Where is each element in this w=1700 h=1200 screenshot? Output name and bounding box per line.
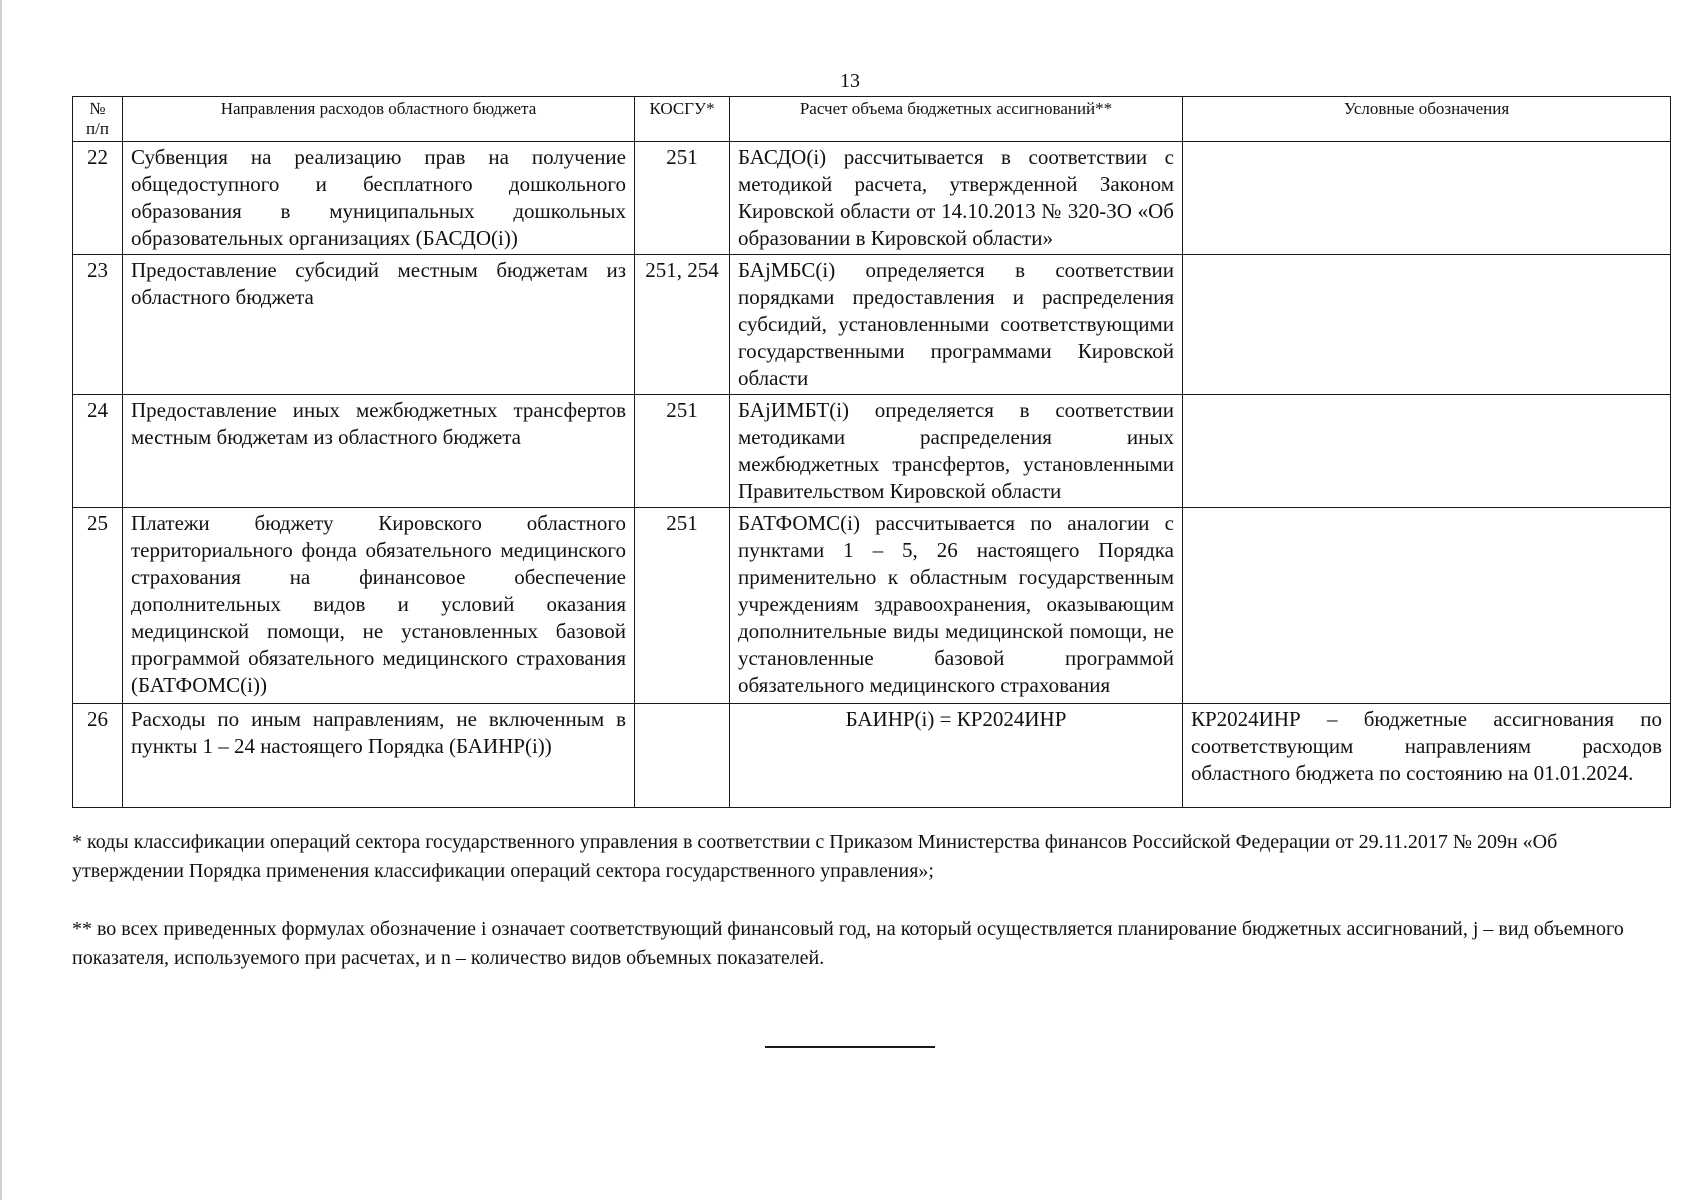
table-row — [73, 704, 1671, 808]
row-legend — [1183, 142, 1671, 255]
row-calc-formula: БАИНР(i) = КР2024ИНР — [730, 704, 1183, 808]
page-number: 13 — [840, 70, 860, 92]
row-legend — [1183, 395, 1671, 508]
table-row — [73, 142, 1671, 255]
footnote-kosgu: * коды классификации операций сектора государственного управления в соответствии с Приказом Министерства финансов Российской Федерации от 29.11.2017 № 209н «Об утверждении Порядка применения классификации операций сектора государственного управления»; — [72, 831, 1558, 882]
end-divider — [765, 1046, 935, 1048]
row-legend — [1183, 508, 1671, 704]
row-direction: Предоставление иных межбюджетных трансфертов местным бюджетам из областного бюджета — [123, 395, 635, 508]
row-num: 26 — [73, 704, 123, 808]
row-calc: БАТФОМС(i) рассчитывается по аналогии с пунктами 1 – 5, 26 настоящего Порядка применительно к областным государственным учреждениям здравоохранения, оказывающим дополнительные виды медицинской помощи, не установленные базовой программой обязательного медицинского страхования — [730, 508, 1183, 704]
row-calc: БАСДО(i) рассчитывается в соответствии с методикой расчета, утвержденной Законом Кировской области от 14.10.2013 № 320-ЗО «Об образовании в Кировской области» — [730, 142, 1183, 255]
row-num: 25 — [73, 508, 123, 704]
row-direction: Предоставление субсидий местным бюджетам из областного бюджета — [123, 255, 635, 395]
table-row — [73, 508, 1671, 704]
row-num: 22 — [73, 142, 123, 255]
row-kosgu: 251 — [635, 142, 730, 255]
footnote-formulas: ** во всех приведенных формулах обозначение i означает соответствующий финансовый год, на который осуществляется планирование бюджетных ассигнований, j – вид объемного показателя, используемого при расчетах, и n – количество видов объемных показателей. — [72, 918, 1624, 969]
row-legend — [1183, 255, 1671, 395]
header-num: № п/п — [73, 97, 123, 142]
row-num: 24 — [73, 395, 123, 508]
row-direction: Расходы по иным направлениям, не включенным в пункты 1 – 24 настоящего Порядка (БАИНР(i)) — [123, 704, 635, 808]
table-header-row — [73, 97, 1671, 142]
row-direction: Платежи бюджету Кировского областного территориального фонда обязательного медицинского страхования на финансовое обеспечение дополнительных видов и условий оказания медицинской помощи, не установленных базовой программой обязательного медицинского страхования (БАТФОМС(i)) — [123, 508, 635, 704]
row-calc: БАjМБС(i) определяется в соответствии порядками предоставления и распределения субсидий, установленными соответствующими государственными программами Кировской области — [730, 255, 1183, 395]
row-legend: КР2024ИНР – бюджетные ассигнования по соответствующим направлениям расходов областного бюджета по состоянию на 01.01.2024. — [1183, 704, 1671, 808]
row-direction: Субвенция на реализацию прав на получение общедоступного и бесплатного дошкольного образования в муниципальных дошкольных образовательных организациях (БАСДО(i)) — [123, 142, 635, 255]
header-direction: Направления расходов областного бюджета — [123, 97, 635, 142]
row-kosgu: 251, 254 — [635, 255, 730, 395]
table-row — [73, 395, 1671, 508]
row-calc: БАjИМБТ(i) определяется в соответствии методиками распределения иных межбюджетных трансфертов, установленными Правительством Кировской области — [730, 395, 1183, 508]
row-num: 23 — [73, 255, 123, 395]
page-edge — [0, 0, 2, 1200]
header-kosgu: КОСГУ* — [635, 97, 730, 142]
row-kosgu: 251 — [635, 508, 730, 704]
table-row — [73, 255, 1671, 395]
row-kosgu: 251 — [635, 395, 730, 508]
header-calc: Расчет объема бюджетных ассигнований** — [730, 97, 1183, 142]
row-kosgu — [635, 704, 730, 808]
header-legend: Условные обозначения — [1183, 97, 1671, 142]
budget-table — [72, 96, 1671, 808]
